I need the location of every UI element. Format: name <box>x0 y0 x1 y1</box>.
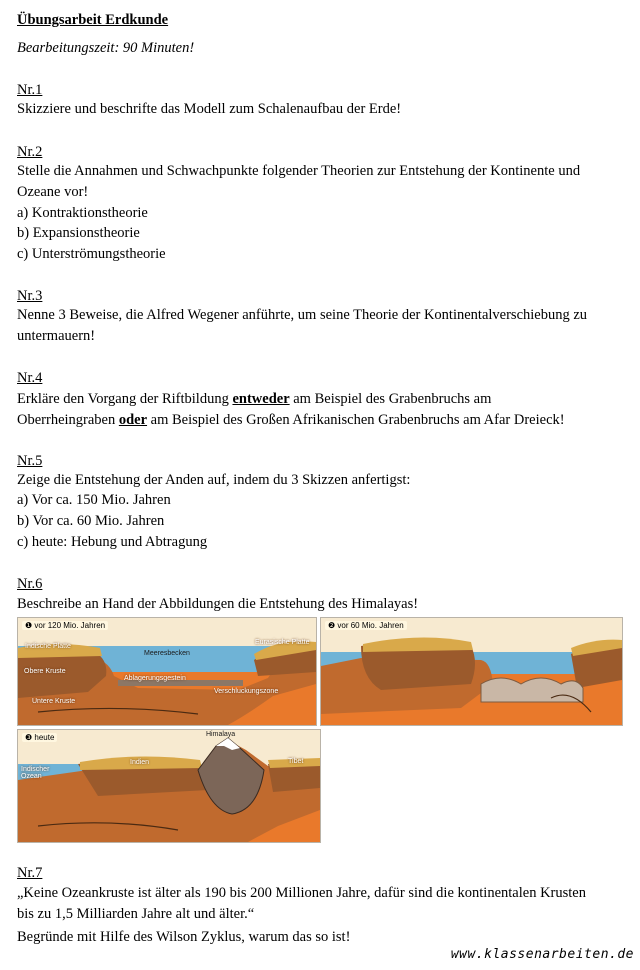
page-title: Übungsarbeit Erdkunde <box>17 12 169 28</box>
q2-number: Nr.2 <box>17 144 43 160</box>
q7-number: Nr.7 <box>17 865 43 881</box>
q5-option-c: c) heute: Hebung und Abtragung <box>17 534 208 550</box>
q5-option-a: a) Vor ca. 150 Mio. Jahren <box>17 492 171 508</box>
q3-line2: untermauern! <box>17 328 96 344</box>
time-limit: Bearbeitungszeit: 90 Minuten! <box>17 40 195 56</box>
q5-intro: Zeige die Entstehung der Anden auf, indem du 3 Skizzen anfertigst: <box>17 472 411 488</box>
label-untere-kruste: Untere Kruste <box>32 698 76 705</box>
q1-number: Nr.1 <box>17 82 43 98</box>
watermark: www.klassenarbeiten.de <box>450 947 634 962</box>
q7-task: Begründe mit Hilfe des Wilson Zyklus, warum das so ist! <box>17 929 351 945</box>
q1-text: Skizziere und beschrifte das Modell zum Schalenaufbau der Erde! <box>17 101 402 117</box>
label-meeresbecken: Meeresbecken <box>144 650 190 657</box>
label-ablagerungsgestein: Ablagerungsgestein <box>124 675 186 682</box>
label-tibet: Tibet <box>288 758 304 765</box>
label-indien: Indien <box>130 759 150 766</box>
figure-3-illustration <box>18 730 320 842</box>
himalaya-figure-3 <box>17 729 321 843</box>
q2-option-b: b) Expansionstheorie <box>17 225 140 241</box>
figure-1-label: ❶ vor 120 Mio. Jahren <box>22 621 108 630</box>
q4-line2-end: am Beispiel des Großen Afrikanischen Grabenbruchs am Afar Dreieck! <box>147 412 565 428</box>
q5-number: Nr.5 <box>17 453 43 469</box>
label-eurasische-platte: Eurasische Platte <box>255 639 310 646</box>
q4-line2 <box>17 411 565 430</box>
q2-line1: Stelle die Annahmen und Schwachpunkte folgender Theorien zur Entstehung der Kontinente und <box>17 163 581 179</box>
figure-2-label: ❷ vor 60 Mio. Jahren <box>325 621 407 630</box>
q2-option-c: c) Unterströmungstheorie <box>17 246 166 262</box>
q4-emphasis-entweder: entweder <box>232 391 290 407</box>
q2-option-a: a) Kontraktionstheorie <box>17 205 148 221</box>
himalaya-figure-1 <box>17 617 317 726</box>
q3-number: Nr.3 <box>17 288 43 304</box>
label-verschluckungszone: Verschluckungszone <box>214 688 279 695</box>
figure-2-illustration <box>321 618 622 725</box>
label-indische-platte: Indische Platte <box>25 643 71 650</box>
label-obere-kruste: Obere Kruste <box>24 668 66 675</box>
figure-3-label: ❸ heute <box>22 733 57 742</box>
q5-option-b: b) Vor ca. 60 Mio. Jahren <box>17 513 165 529</box>
q7-quote-line1: „Keine Ozeankruste ist älter als 190 bis 200 Millionen Jahre, dafür sind die kontinentalen Krusten <box>17 885 586 901</box>
q7-quote-line2: bis zu 1,5 Milliarden Jahre alt und älter.“ <box>17 906 255 922</box>
q4-emphasis-oder: oder <box>118 412 148 428</box>
label-himalaya: Himalaya <box>206 731 236 738</box>
q6-number: Nr.6 <box>17 576 43 592</box>
q2-line2: Ozeane vor! <box>17 184 89 200</box>
himalaya-figure-2 <box>320 617 623 726</box>
q4-line1-end: am Beispiel des Grabenbruchs am <box>289 391 492 407</box>
label-indischer-ozean: Indischer Ozean <box>21 766 50 780</box>
q4-line1 <box>17 390 491 409</box>
q4-number: Nr.4 <box>17 370 43 386</box>
q6-text: Beschreibe an Hand der Abbildungen die Entstehung des Himalayas! <box>17 596 419 612</box>
q3-line1: Nenne 3 Beweise, die Alfred Wegener anführte, um seine Theorie der Kontinentalverschiebung zu <box>17 307 588 323</box>
q4-line2-start: Oberrheingraben <box>17 412 119 428</box>
q4-line1-start: Erkläre den Vorgang der Riftbildung <box>17 391 233 407</box>
